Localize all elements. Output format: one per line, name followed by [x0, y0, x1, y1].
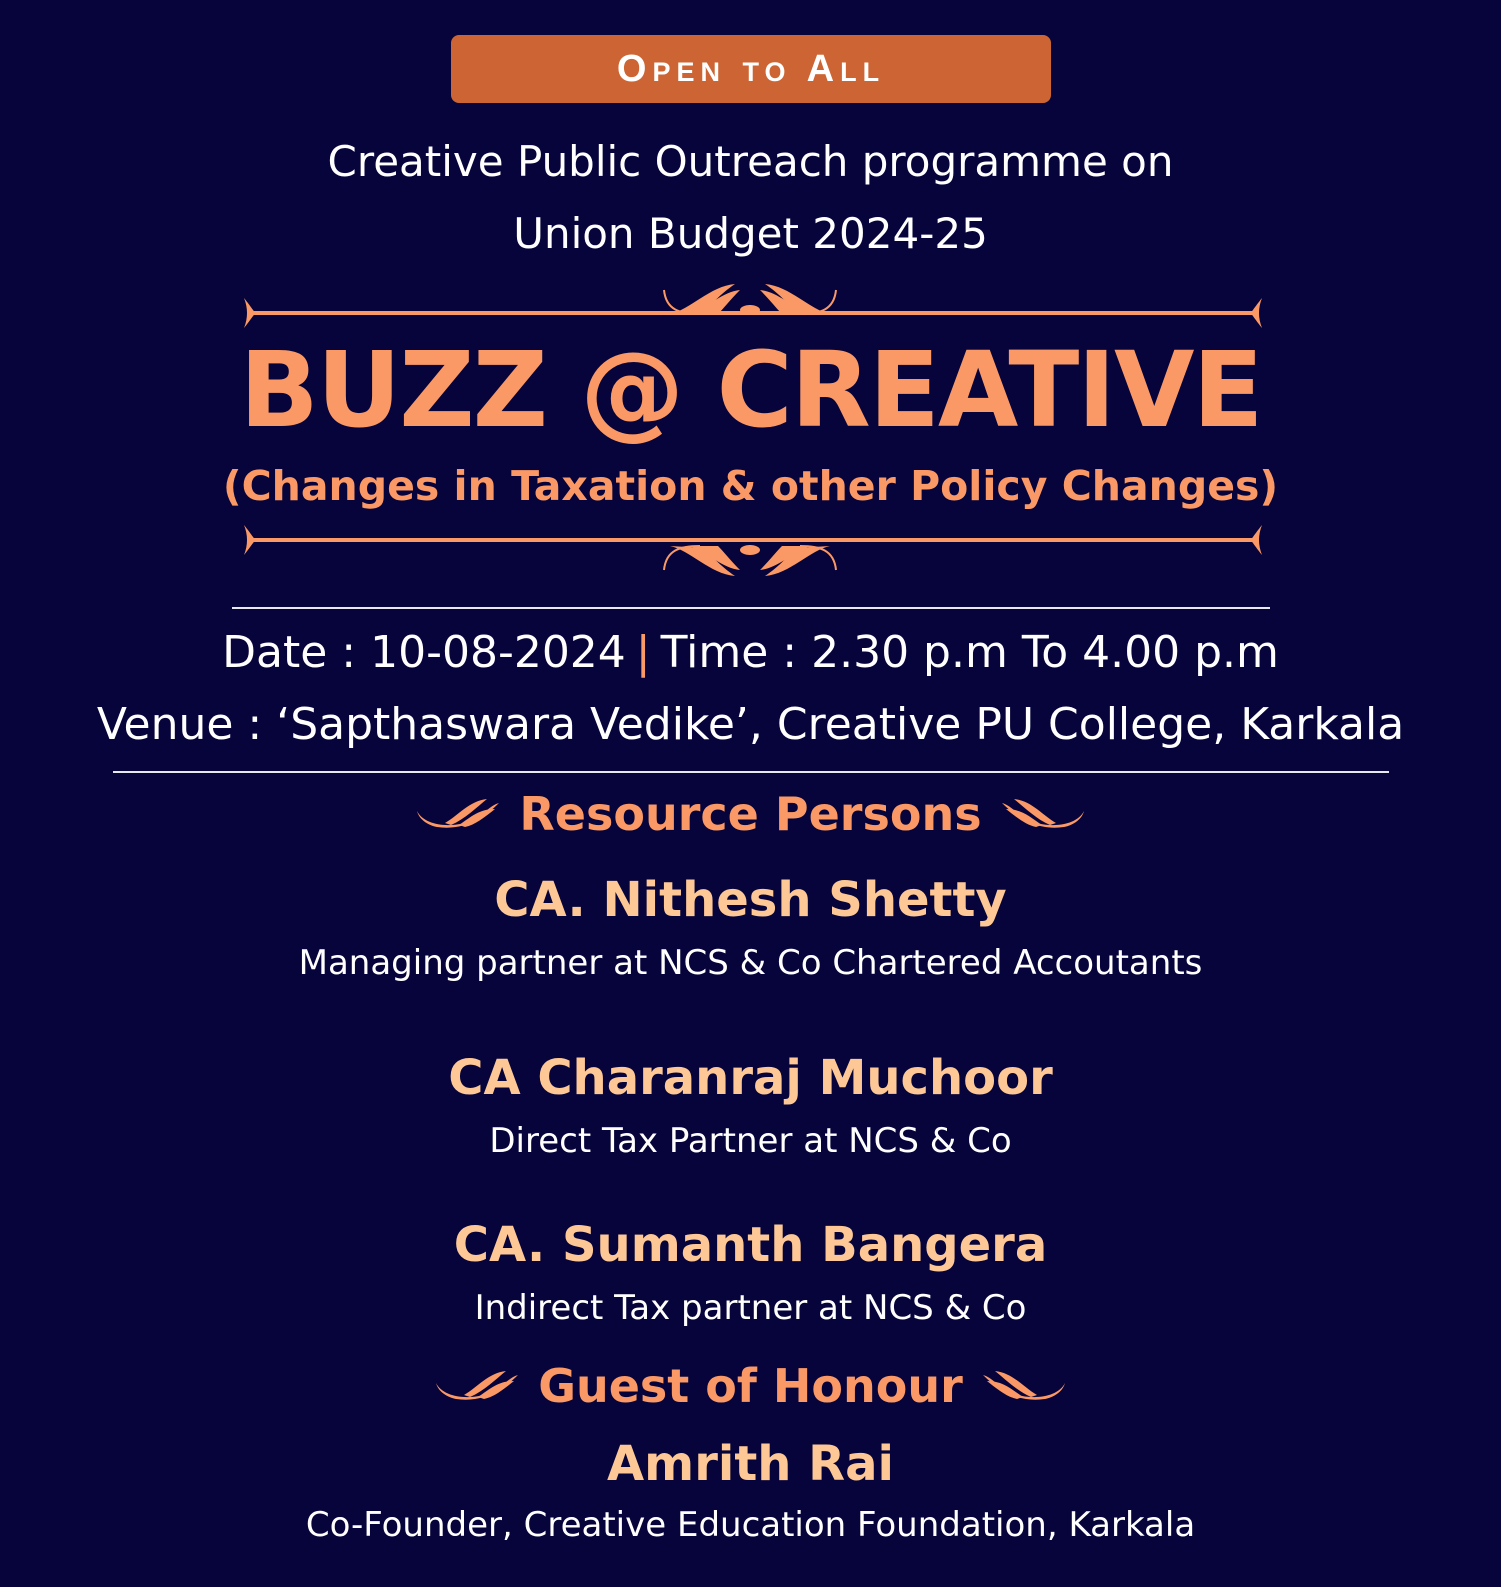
ornament-cap-icon	[242, 298, 256, 328]
ornament-cap-icon	[242, 525, 256, 555]
person-role: Direct Tax Partner at NCS & Co	[489, 1121, 1012, 1161]
ornament-cap-icon	[1250, 525, 1264, 555]
resource-person	[0, 1213, 1501, 1333]
ornament-divider-top	[248, 311, 1258, 315]
flourish-ornament-icon	[660, 544, 840, 580]
open-to-all-badge: Open to All	[451, 35, 1051, 103]
ornament-cap-icon	[1250, 298, 1264, 328]
resource-person	[0, 868, 1501, 988]
wave-ornament-icon	[415, 797, 501, 831]
event-venue: Venue : ‘Sapthaswara Vedike’, Creative PU College, Karkala	[96, 699, 1405, 750]
intro-line-1: Creative Public Outreach programme on	[327, 137, 1174, 186]
event-title: BUZZ @ CREATIVE	[239, 329, 1262, 451]
date-time-line	[0, 618, 1501, 688]
separator: |	[635, 627, 651, 678]
wave-ornament-icon	[434, 1369, 520, 1403]
intro-text	[0, 126, 1501, 270]
resource-persons-heading	[0, 782, 1501, 846]
guest-role: Co-Founder, Creative Education Foundation, Karkala	[305, 1505, 1196, 1545]
guest-name: Amrith Rai	[607, 1436, 894, 1492]
person-name: CA. Sumanth Bangera	[453, 1217, 1048, 1273]
ornament-divider-bottom	[248, 538, 1258, 542]
section-title: Guest of Honour	[538, 1359, 963, 1413]
guest-of-honour	[0, 1432, 1501, 1550]
divider-line	[113, 771, 1389, 773]
person-role: Managing partner at NCS & Co Chartered Accoutants	[298, 943, 1203, 983]
event-time: Time : 2.30 p.m To 4.00 p.m	[660, 627, 1279, 678]
resource-person	[0, 1046, 1501, 1166]
section-title: Resource Persons	[519, 787, 982, 841]
wave-ornament-icon	[981, 1369, 1067, 1403]
person-name: CA. Nithesh Shetty	[494, 872, 1007, 928]
divider-line	[232, 607, 1270, 609]
event-subtitle: (Changes in Taxation & other Policy Changes)	[222, 462, 1279, 510]
guest-of-honour-heading	[0, 1354, 1501, 1418]
person-role: Indirect Tax partner at NCS & Co	[474, 1288, 1027, 1328]
intro-line-2: Union Budget 2024-25	[513, 209, 988, 258]
person-name: CA Charanraj Muchoor	[448, 1050, 1053, 1106]
wave-ornament-icon	[1000, 797, 1086, 831]
event-date: Date : 10-08-2024	[222, 627, 626, 678]
